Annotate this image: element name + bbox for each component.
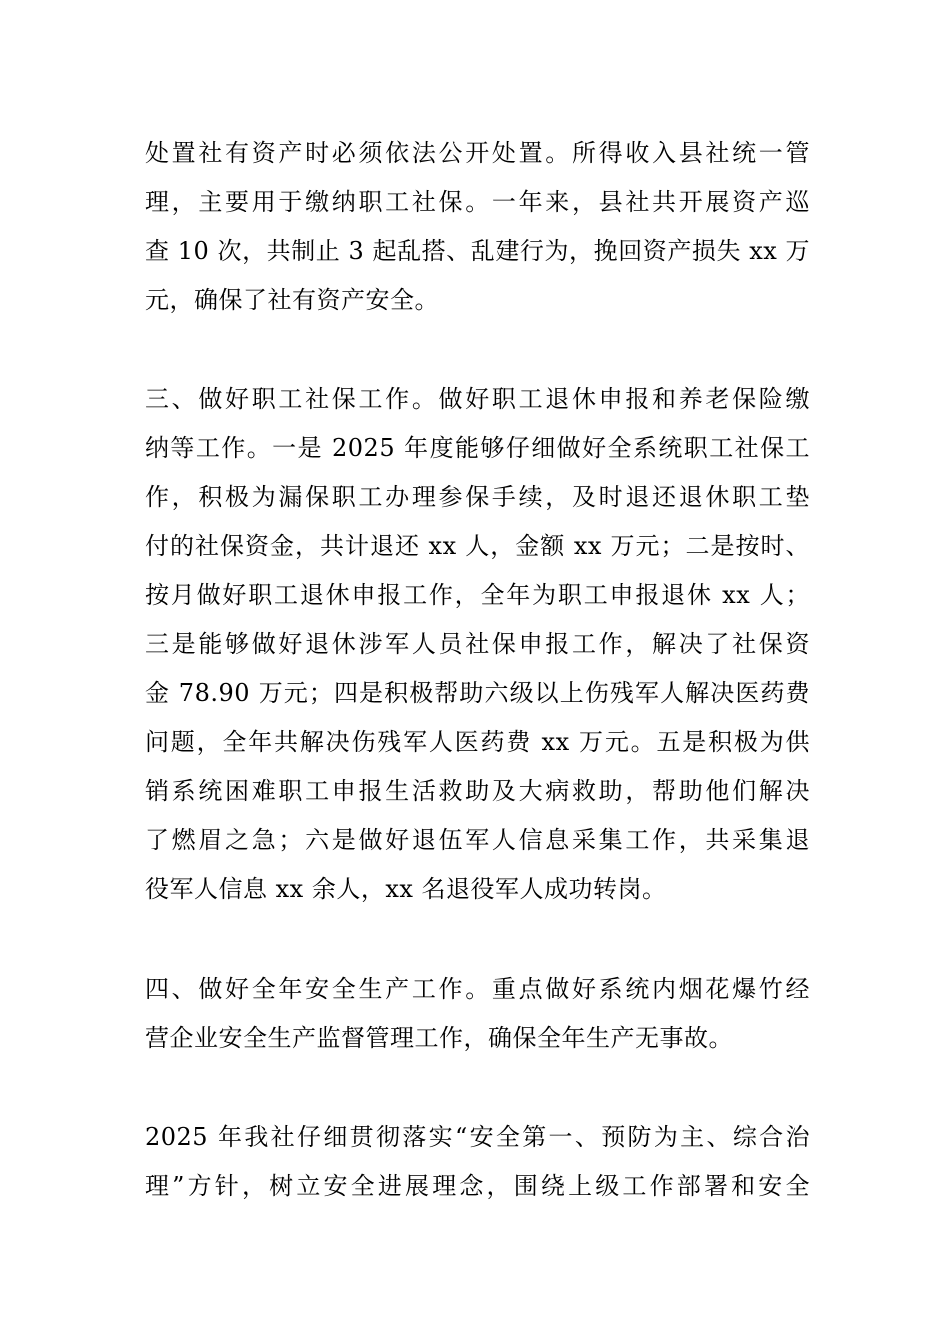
text-line: 三、做好职工社保工作。做好职工退休申报和养老保险缴 [145,385,810,413]
text-line: 处置社有资产时必须依法公开处置。所得收入县社统一管 [145,139,810,167]
paragraph-social-security [145,375,810,914]
paragraph-asset-management [145,129,810,325]
text-line: 查 10 次，共制止 3 起乱搭、乱建行为，挽回资产损失 xx 万 [145,237,810,265]
text-line: 作，积极为漏保职工办理参保手续，及时退还退休职工垫 [145,483,810,511]
text-line: 纳等工作。一是 2025 年度能够仔细做好全系统职工社保工 [145,434,810,462]
text-line: 元，确保了社有资产安全。 [145,286,439,314]
text-line: 理，主要用于缴纳职工社保。一年来，县社共开展资产巡 [145,188,810,216]
text-line: 问题，全年共解决伤残军人医药费 xx 万元。五是积极为供 [145,728,810,756]
paragraph-safety-production [145,965,810,1063]
text-line: 金 78.90 万元；四是积极帮助六级以上伤残军人解决医药费 [145,679,810,707]
text-line: 了燃眉之急；六是做好退伍军人信息采集工作，共采集退 [145,826,810,854]
text-line: 2025 年我社仔细贯彻落实“安全第一、预防为主、综合治 [145,1123,810,1151]
text-line: 销系统困难职工申报生活救助及大病救助，帮助他们解决 [145,777,810,805]
text-line: 付的社保资金，共计退还 xx 人，金额 xx 万元；二是按时、 [145,532,810,560]
text-line: 营企业安全生产监督管理工作，确保全年生产无事故。 [145,1024,733,1052]
text-line: 理”方针，树立安全进展理念，围绕上级工作部署和安全 [145,1172,810,1200]
text-line: 按月做好职工退休申报工作，全年为职工申报退休 xx 人； [145,581,810,609]
text-line: 四、做好全年安全生产工作。重点做好系统内烟花爆竹经 [145,975,810,1003]
text-line: 役军人信息 xx 余人，xx 名退役军人成功转岗。 [145,875,667,903]
paragraph-safety-policy [145,1113,810,1211]
text-line: 三是能够做好退休涉军人员社保申报工作，解决了社保资 [145,630,810,658]
